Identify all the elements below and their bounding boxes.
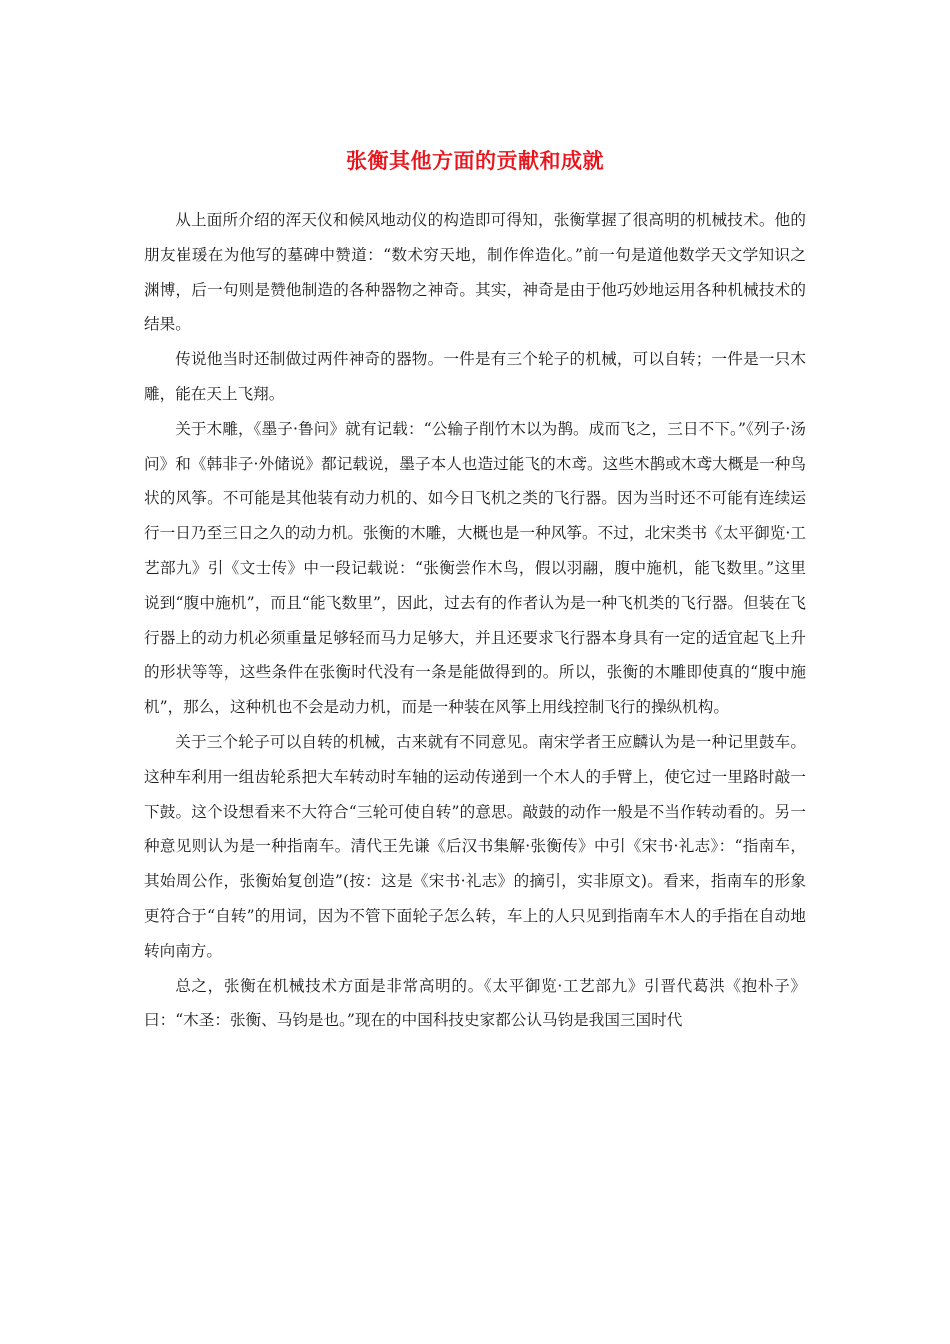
paragraph-4: 关于三个轮子可以自转的机械，古来就有不同意见。南宋学者王应麟认为是一种记里鼓车。这种车利用一组齿轮系把大车转动时车轴的运动传递到一个木人的手臂上，使它过一里路时敲一下鼓。这个设想看来不大符合“三轮可使自转”的意思。敲鼓的动作一般是不当作转动看的。另一种意见则认为是一种指南车。清代王先谦《后汉书集解·张衡传》中引《宋书·礼志》：“指南车，其始周公作，张衡始复创造”(按：这是《宋书·礼志》的摘引，实非原文)。看来，指南车的形象更符合于“自转”的用词，因为不管下面轮子怎么转，车上的人只见到指南车木人的手指在自动地转向南方。 [144, 732, 806, 960]
paragraph-1: 从上面所介绍的浑天仪和候风地动仪的构造即可得知，张衡掌握了很高明的机械技术。他的朋友崔瑗在为他写的墓碑中赞道：“数术穷天地，制作侔造化。”前一句是道他数学天文学知识之渊博，后一句则是赞他制造的各种器物之神奇。其实，神奇是由于他巧妙地运用各种机械技术的结果。 [144, 211, 806, 334]
document-title: 张衡其他方面的贡献和成就 [346, 149, 604, 173]
paragraph-2: 传说他当时还制做过两件神奇的器物。一件是有三个轮子的机械，可以自转；一件是一只木雕，能在天上飞翔。 [144, 350, 806, 403]
paragraph-3: 关于木雕，《墨子·鲁问》就有记载：“公输子削竹木以为鹊。成而飞之，三日不下。”《列子·汤问》和《韩非子·外储说》都记载说，墨子本人也造过能飞的木鸢。这些木鹊或木鸢大概是一种鸟状的风筝。不可能是其他装有动力机的、如今日飞机之类的飞行器。因为当时还不可能有连续运行一日乃至三日之久的动力机。张衡的木雕，大概也是一种风筝。不过，北宋类书《太平御览·工艺部九》引《文士传》中一段记载说：“张衡尝作木鸟，假以羽翮，腹中施机，能飞数里。”这里说到“腹中施机”，而且“能飞数里”，因此，过去有的作者认为是一种飞机类的飞行器。但装在飞行器上的动力机必须重量足够轻而马力足够大，并且还要求飞行器本身具有一定的适宜起飞上升的形状等等，这些条件在张衡时代没有一条是能做得到的。所以，张衡的木雕即使真的“腹中施机”，那么，这种机也不会是动力机，而是一种装在风筝上用线控制飞行的操纵机构。 [144, 419, 806, 717]
paragraph-5: 总之，张衡在机械技术方面是非常高明的。《太平御览·工艺部九》引晋代葛洪《抱朴子》曰：“木圣：张衡、马钧是也。”现在的中国科技史家都公认马钧是我国三国时代 [144, 976, 806, 1030]
document-body [144, 203, 806, 1038]
